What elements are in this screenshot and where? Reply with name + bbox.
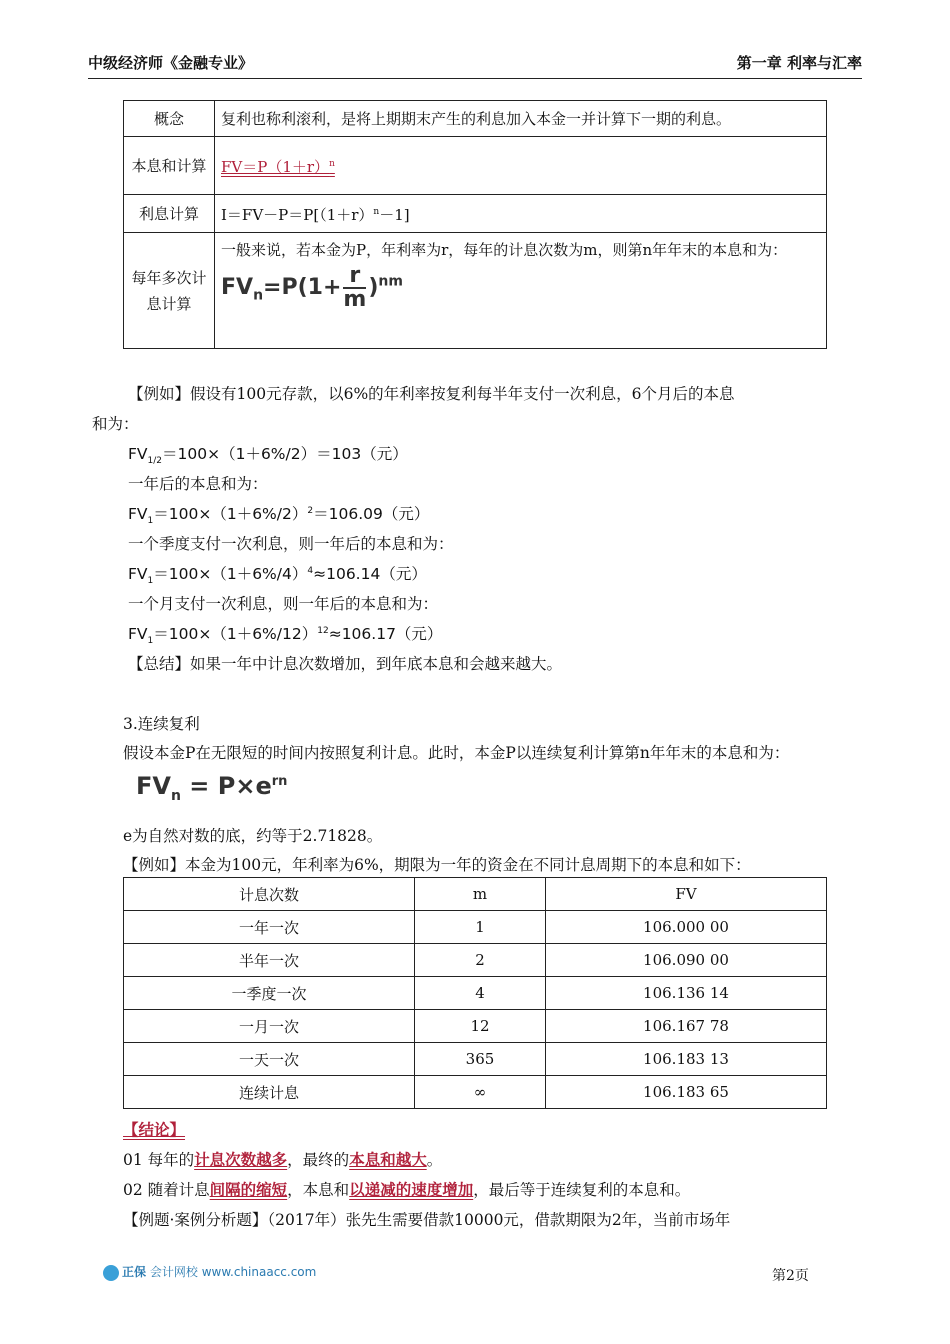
cell-fv: 106.090 00 xyxy=(546,944,827,977)
cell-count: 一月一次 xyxy=(124,1010,415,1043)
interest-formula: $I=FV-P=P[(1+r)^n-1]$ xyxy=(215,195,827,233)
header-count: 计息次数 xyxy=(124,878,415,911)
example1-line7: $FV_1=100\times(1+6\%/12)^{12}\approx 106.17$（元） xyxy=(128,625,443,647)
table-row xyxy=(124,944,827,977)
cell-count: 连续计息 xyxy=(124,1076,415,1109)
sum-label: 本息和计算 xyxy=(124,137,215,195)
footer-logo: 正保 会计网校 www.chinaacc.com xyxy=(103,1263,316,1281)
cell-count: 一天一次 xyxy=(124,1043,415,1076)
table-row xyxy=(124,1010,827,1043)
cell-fv: 106.183 13 xyxy=(546,1043,827,1076)
interest-label: 利息计算 xyxy=(124,195,215,233)
table-row xyxy=(124,977,827,1010)
continuous-heading: 3.连续复利 xyxy=(123,715,200,733)
cell-count: 一季度一次 xyxy=(124,977,415,1010)
header-chapter: 第一章 利率与汇率 xyxy=(736,54,862,72)
example1-summary: 【总结】如果一年中计息次数增加，到年底本息和会越来越大。 xyxy=(128,655,563,673)
multi-cell xyxy=(215,233,827,349)
conclusion-title: 【结论】 xyxy=(123,1120,186,1139)
cell-m: 1 xyxy=(415,911,546,944)
example1-intro: 【例如】假设有100元存款，以6%的年利率按复利每半年支付一次利息，6个月后的本息 xyxy=(128,385,735,403)
example1-line1: $FV_{1/2}=100\times(1+6\%/2)=103$（元） xyxy=(128,445,408,467)
header-fv: FV xyxy=(546,878,827,911)
compound-interest-table xyxy=(123,100,827,349)
page-header xyxy=(88,50,862,79)
e-note: e为自然对数的底，约等于2.71828。 xyxy=(123,827,383,845)
header-title: 中级经济师《金融专业》 xyxy=(88,54,254,72)
concept-label: 概念 xyxy=(124,101,215,137)
sum-formula: $FV=P(1+r)^n$ xyxy=(215,137,827,195)
continuous-formula: $FV_n = P\times e^{rn}$ xyxy=(136,772,288,804)
conclusion-point-2: 02 随着计息间隔的缩短，本息和以递减的速度增加，最后等于连续复利的本息和。 xyxy=(123,1180,691,1199)
example1-line4: 一个季度支付一次利息，则一年后的本息和为： xyxy=(128,535,454,553)
cell-m: 12 xyxy=(415,1010,546,1043)
cell-m: 4 xyxy=(415,977,546,1010)
continuous-text: 假设本金P在无限短的时间内按照复利计息。此时，本金P以连续复利计算第n年年末的本息和为： xyxy=(123,744,790,762)
cell-count: 一年一次 xyxy=(124,911,415,944)
cell-m: ∞ xyxy=(415,1076,546,1109)
table-row xyxy=(124,1043,827,1076)
continuous-example: 【例如】本金为100元，年利率为6%，期限为一年的资金在不同计息周期下的本息和如下： xyxy=(123,856,751,874)
cell-fv: 106.136 14 xyxy=(546,977,827,1010)
cell-m: 365 xyxy=(415,1043,546,1076)
table-header-row xyxy=(124,878,827,911)
cell-fv: 106.183 65 xyxy=(546,1076,827,1109)
example1-line2: 一年后的本息和为： xyxy=(128,475,268,493)
concept-text: 复利也称利滚利，是将上期期末产生的利息加入本金一并计算下一期的利息。 xyxy=(215,101,827,137)
cell-m: 2 xyxy=(415,944,546,977)
example1-line3: $FV_1=100\times(1+6\%/2)^2=106.09$（元） xyxy=(128,505,430,527)
page-number: 第2页 xyxy=(772,1268,809,1284)
table-row xyxy=(124,911,827,944)
multi-formula: $FV_n=P(1+$ $\frac{r}{m}$ )$^{nm}$ xyxy=(221,263,403,312)
fv-table xyxy=(123,877,827,1109)
multi-label: 每年多次计息计算 xyxy=(124,233,215,349)
cell-fv: 106.167 78 xyxy=(546,1010,827,1043)
cell-fv: 106.000 00 xyxy=(546,911,827,944)
example1-intro2: 和为： xyxy=(92,415,139,433)
multi-text: 一般来说，若本金为P，年利率为r，每年的计息次数为m，则第n年年末的本息和为： xyxy=(221,241,788,259)
header-m: m xyxy=(415,878,546,911)
conclusion-point-1: 01 每年的计息次数越多，最终的本息和越大。 xyxy=(123,1150,443,1169)
example1-line6: 一个月支付一次利息，则一年后的本息和为： xyxy=(128,595,439,613)
question-text: 【例题·案例分析题】（2017年）张先生需要借款10000元，借款期限为2年，当前市场年 xyxy=(123,1211,731,1229)
cell-count: 半年一次 xyxy=(124,944,415,977)
example1-line5: $FV_1=100\times(1+6\%/4)^4\approx 106.14$（元） xyxy=(128,565,427,587)
table-row xyxy=(124,1076,827,1109)
logo-icon xyxy=(103,1265,119,1281)
